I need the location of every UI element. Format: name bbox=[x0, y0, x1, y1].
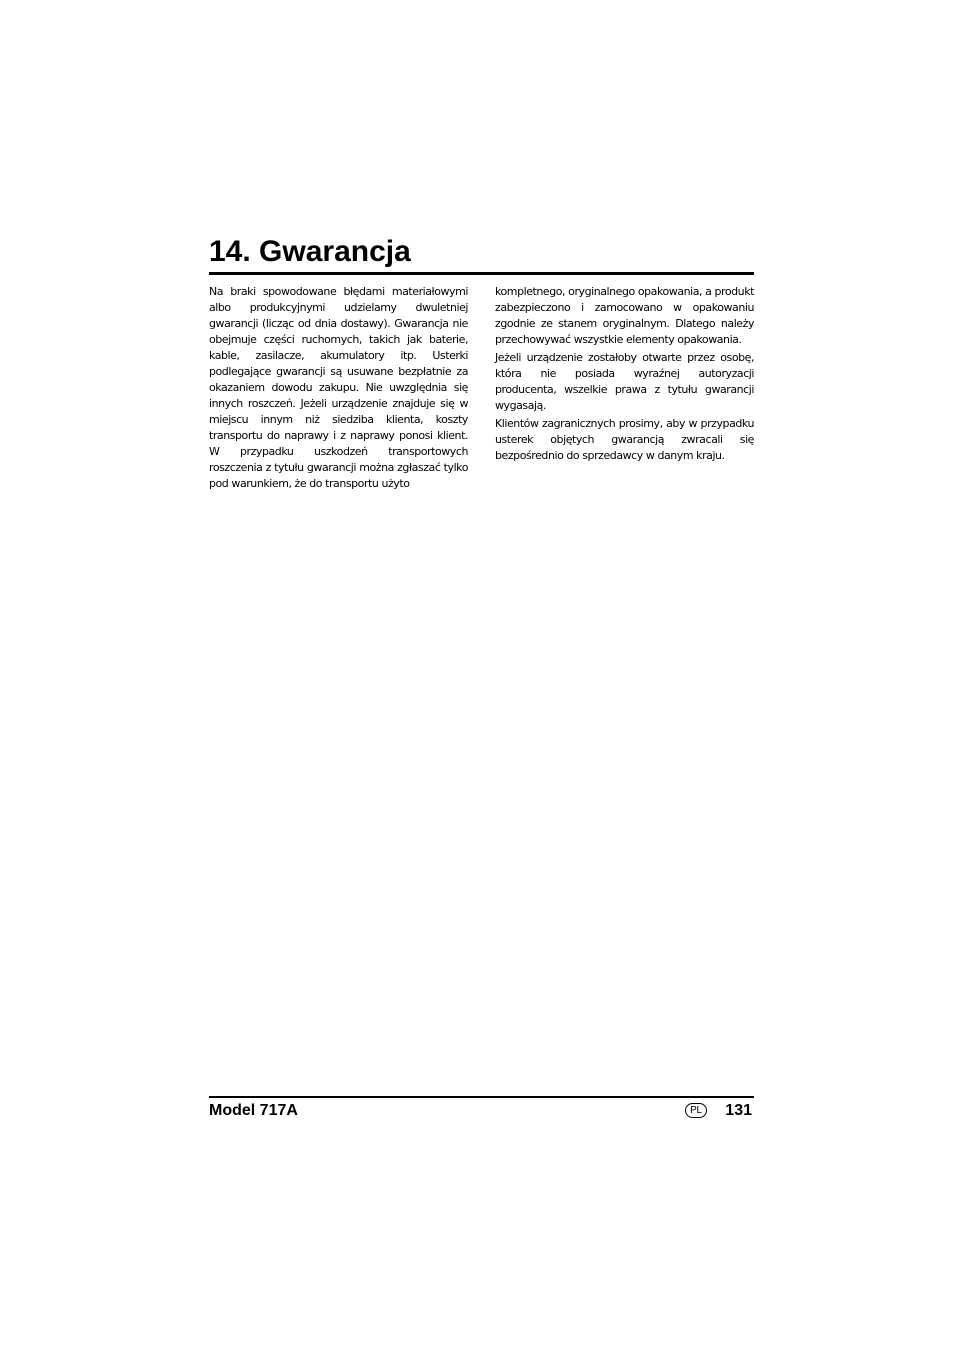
language-badge: PL bbox=[685, 1103, 707, 1118]
warranty-paragraph: Klientów zagranicznych prosimy, aby w przypadku usterek objętych gwarancją zwracali się bezpośrednio do sprzedawcy w danym kraju. bbox=[495, 417, 754, 462]
text-column-right bbox=[495, 284, 754, 466]
section-title: 14. Gwarancja bbox=[209, 235, 411, 268]
text-column-left bbox=[209, 284, 468, 494]
footer-divider bbox=[209, 1096, 754, 1098]
footer-model-name: Model 717A bbox=[209, 1102, 298, 1119]
page-number: 131 bbox=[725, 1102, 752, 1119]
warranty-paragraph: Na braki spowodowane błędami materiałowymi albo produkcyjnymi udzielamy dwuletniej gwarancji (licząc od dnia dostawy). Gwarancja nie obejmuje części ruchomych, takich jak baterie, kable, zasilacze, akumulatory itp. Usterki podlegające gwarancji są usuwane bezpłatnie za okazaniem dowodu zakupu. Nie uwzględnia się innych roszczeń. Jeżeli urządzenie znajduje się w miejscu innym niż siedziba klienta, koszty transportu do naprawy i z naprawy ponosi klient. W przypadku uszkodzeń transportowych roszczenia z tytułu gwarancji można zgłaszać tylko pod warunkiem, że do transportu użyto bbox=[209, 285, 468, 490]
warranty-paragraph: kompletnego, oryginalnego opakowania, a produkt zabezpieczono i zamocowano w opakowaniu zgodnie ze stanem oryginalnym. Dlatego należy przechowywać wszystkie elementy opakowania. bbox=[495, 285, 754, 346]
title-divider bbox=[209, 272, 754, 275]
warranty-paragraph: Jeżeli urządzenie zostałoby otwarte przez osobę, która nie posiada wyraźnej autoryzacji producenta, wszelkie prawa z tytułu gwarancji wygasają. bbox=[495, 351, 754, 412]
